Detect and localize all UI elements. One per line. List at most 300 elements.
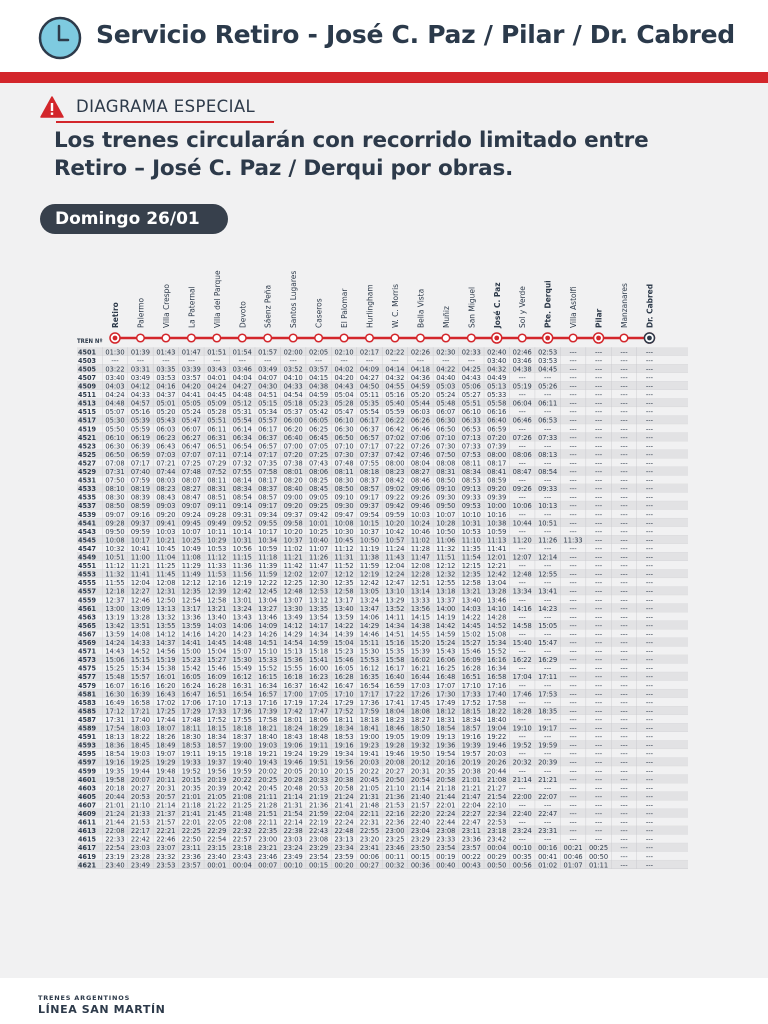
time-cell: 03:35 — [156, 364, 176, 374]
time-cell: 07:21 — [156, 458, 176, 468]
time-cell: 14:22 — [334, 620, 354, 630]
time-cell: 22:32 — [232, 826, 252, 836]
time-cell: --- — [645, 467, 654, 476]
train-number: 4585 — [78, 706, 96, 716]
time-cell: 19:17 — [538, 723, 558, 733]
time-cell: 15:04 — [334, 638, 354, 647]
time-cell: --- — [569, 620, 577, 630]
time-cell: 18:53 — [181, 740, 201, 750]
time-cell: 06:43 — [156, 441, 176, 451]
time-cell: 10:11 — [207, 526, 227, 536]
time-cell: 21:27 — [487, 783, 507, 793]
accent-bar — [0, 72, 768, 83]
time-cell: 23:31 — [538, 826, 558, 836]
time-cell: --- — [645, 595, 654, 605]
time-cell: --- — [594, 834, 603, 844]
footer-line-name: LÍNEA SAN MARTÍN — [38, 1003, 166, 1016]
time-cell: --- — [594, 458, 603, 468]
time-cell: 13:27 — [258, 603, 278, 613]
time-cell: 21:48 — [359, 800, 380, 810]
station-label: Sáenz Peña — [262, 284, 273, 328]
time-cell: 09:28 — [105, 518, 125, 528]
time-cell: --- — [594, 809, 603, 818]
time-cell: 00:25 — [588, 843, 609, 853]
time-cell: 05:19 — [512, 381, 532, 391]
time-cell: 22:01 — [181, 817, 201, 827]
time-cell: 08:11 — [334, 467, 354, 476]
time-cell: --- — [518, 749, 526, 759]
time-cell: 10:15 — [359, 518, 380, 528]
station-marker — [289, 334, 297, 342]
time-cell: 09:20 — [156, 509, 176, 519]
time-cell: --- — [594, 774, 603, 784]
time-cell: 15:52 — [487, 646, 507, 656]
time-cell: --- — [620, 817, 628, 827]
time-cell: 09:25 — [309, 501, 329, 511]
time-cell: --- — [569, 484, 577, 494]
time-cell: 08:06 — [309, 467, 329, 476]
time-cell: 04:18 — [410, 364, 430, 374]
time-cell: 13:18 — [436, 586, 456, 596]
time-cell: 11:59 — [359, 561, 380, 571]
time-cell: --- — [645, 424, 654, 434]
time-cell: 23:08 — [436, 826, 456, 836]
time-cell: --- — [594, 561, 603, 571]
time-cell: --- — [594, 381, 603, 391]
time-cell: 22:36 — [385, 817, 405, 827]
time-cell: --- — [594, 791, 603, 801]
time-cell: 04:43 — [334, 381, 354, 391]
time-cell: 05:33 — [487, 390, 507, 400]
time-cell: 06:50 — [334, 432, 354, 442]
time-cell: 20:50 — [385, 774, 405, 784]
station-label: Pte. Derqui — [542, 280, 553, 328]
train-number: 4545 — [78, 535, 96, 545]
time-cell: 21:24 — [105, 809, 125, 818]
time-cell: --- — [518, 783, 526, 793]
time-cell: --- — [594, 646, 603, 656]
notice-message — [54, 127, 754, 183]
time-cell: --- — [544, 509, 552, 519]
time-cell: 08:17 — [487, 458, 507, 468]
time-cell: 13:59 — [105, 629, 125, 639]
time-cell: --- — [544, 441, 552, 451]
time-cell: --- — [544, 766, 552, 776]
time-cell: 23:49 — [130, 860, 151, 870]
train-number: 4559 — [78, 595, 96, 605]
time-cell: --- — [544, 663, 552, 673]
time-cell: --- — [569, 826, 577, 836]
time-cell: 23:00 — [258, 834, 278, 844]
time-cell: 12:55 — [436, 578, 456, 588]
time-cell: 23:46 — [385, 843, 405, 853]
time-cell: --- — [620, 723, 628, 733]
time-cell: --- — [594, 552, 603, 562]
time-cell: 00:15 — [309, 860, 329, 870]
time-cell: 09:20 — [283, 501, 303, 511]
time-cell: 13:42 — [105, 620, 125, 630]
time-cell: 08:25 — [309, 475, 329, 485]
time-cell: 12:48 — [512, 569, 532, 579]
time-cell: --- — [620, 620, 628, 630]
time-cell: 11:56 — [232, 569, 252, 579]
time-cell: 19:23 — [359, 740, 380, 750]
time-cell: --- — [620, 407, 628, 417]
time-cell: 17:55 — [232, 714, 252, 724]
time-cell: 09:59 — [130, 526, 151, 536]
time-cell: --- — [518, 680, 526, 690]
time-cell: 07:29 — [207, 458, 227, 468]
time-cell: 11:39 — [258, 561, 278, 571]
time-cell: 00:19 — [436, 851, 456, 861]
time-cell: --- — [569, 390, 577, 400]
time-cell: --- — [645, 629, 654, 639]
time-cell: 05:26 — [538, 381, 558, 391]
time-cell: 13:07 — [283, 595, 303, 605]
time-cell: --- — [594, 364, 603, 374]
time-cell: 20:15 — [181, 774, 201, 784]
time-cell: 14:24 — [105, 638, 125, 647]
time-cell: 00:32 — [385, 860, 405, 870]
station-marker — [391, 334, 399, 342]
time-cell: 08:54 — [232, 492, 252, 502]
time-cell: 04:48 — [105, 398, 125, 408]
time-cell: 19:11 — [181, 749, 201, 759]
time-cell: 15:46 — [207, 663, 227, 673]
time-cell: --- — [594, 749, 603, 759]
time-cell: 05:54 — [359, 407, 380, 417]
time-cell: 15:30 — [232, 655, 252, 665]
time-cell: 21:08 — [232, 791, 252, 801]
time-cell: 11:53 — [207, 569, 227, 579]
time-cell: --- — [594, 595, 603, 605]
time-cell: 06:42 — [385, 424, 405, 434]
time-cell: 06:53 — [461, 424, 481, 434]
time-cell: 11:59 — [258, 569, 278, 579]
time-cell: 20:08 — [385, 757, 405, 767]
time-cell: 10:24 — [410, 518, 430, 528]
time-cell: 16:05 — [181, 672, 201, 682]
time-cell: 10:30 — [334, 526, 354, 536]
time-cell: --- — [594, 689, 603, 699]
time-cell: 20:45 — [258, 783, 278, 793]
time-cell: --- — [620, 509, 628, 519]
time-cell: 14:17 — [309, 620, 329, 630]
time-cell: 23:40 — [105, 860, 125, 870]
time-cell: 20:02 — [258, 766, 278, 776]
time-cell: 05:58 — [487, 398, 507, 408]
time-cell: 13:47 — [359, 603, 380, 613]
time-cell: 08:43 — [156, 492, 176, 502]
time-cell: 18:18 — [232, 723, 252, 733]
time-cell: 17:33 — [207, 706, 227, 716]
train-number: 4509 — [78, 381, 96, 391]
time-cell: 04:15 — [309, 372, 329, 382]
time-cell: 20:03 — [487, 749, 507, 759]
time-cell: 02:40 — [487, 347, 507, 357]
time-cell: --- — [620, 638, 628, 647]
time-cell: --- — [518, 732, 526, 742]
time-cell: --- — [594, 484, 603, 494]
footer-brand: TRENES ARGENTINOS — [38, 994, 131, 1002]
time-cell: 15:34 — [487, 638, 507, 647]
time-cell: --- — [645, 732, 654, 742]
time-cell: 13:34 — [512, 586, 532, 596]
time-cell: 14:29 — [283, 629, 303, 639]
time-cell: 14:48 — [232, 638, 252, 647]
time-cell: --- — [645, 834, 654, 844]
time-cell: 14:09 — [258, 620, 278, 630]
time-cell: 19:52 — [181, 766, 201, 776]
time-cell: 14:28 — [487, 612, 507, 622]
time-cell: --- — [518, 561, 526, 571]
time-cell: --- — [645, 603, 654, 613]
time-cell: 08:47 — [181, 492, 201, 502]
time-cell: 16:18 — [283, 672, 303, 682]
time-cell: --- — [645, 364, 654, 374]
time-cell: 09:20 — [487, 484, 507, 494]
time-cell: 09:37 — [130, 518, 151, 528]
time-cell: 07:50 — [436, 449, 456, 459]
time-cell: --- — [620, 791, 628, 801]
time-cell: 10:50 — [436, 526, 456, 536]
time-cell: 18:08 — [410, 706, 430, 716]
time-cell: 14:03 — [461, 603, 481, 613]
time-cell: 12:35 — [181, 586, 201, 596]
train-number: 4555 — [78, 578, 96, 588]
time-cell: 04:04 — [232, 372, 252, 382]
time-cell: 10:53 — [207, 543, 227, 553]
time-cell: --- — [518, 475, 526, 485]
time-cell: 09:17 — [359, 492, 380, 502]
time-cell: 13:30 — [283, 603, 303, 613]
time-cell: 23:28 — [130, 851, 151, 861]
time-cell: 08:45 — [309, 484, 329, 494]
station-label: La Paternal — [186, 286, 197, 328]
time-cell: 14:46 — [359, 629, 380, 639]
time-cell: 19:00 — [359, 732, 380, 742]
time-cell: 19:59 — [232, 766, 252, 776]
time-cell: 19:03 — [130, 749, 151, 759]
time-cell: --- — [620, 492, 628, 502]
time-cell: 00:06 — [359, 851, 380, 861]
time-cell: 17:22 — [385, 689, 405, 699]
time-cell: 19:50 — [410, 749, 430, 759]
time-cell: 15:42 — [181, 663, 201, 673]
time-cell: 08:34 — [232, 484, 252, 494]
time-cell: 16:24 — [181, 680, 201, 690]
time-cell: --- — [620, 860, 628, 870]
time-cell: 07:08 — [105, 458, 125, 468]
time-cell: 05:51 — [461, 398, 481, 408]
time-cell: --- — [569, 706, 577, 716]
time-cell: 12:21 — [487, 561, 507, 571]
time-cell: 08:14 — [232, 475, 252, 485]
time-cell: --- — [620, 441, 628, 451]
time-cell: 18:28 — [512, 706, 532, 716]
time-cell: --- — [645, 518, 654, 528]
time-cell: 05:47 — [181, 415, 201, 425]
time-cell: 05:59 — [130, 424, 151, 434]
time-cell: 17:13 — [232, 697, 252, 707]
time-cell: 20:11 — [156, 774, 176, 784]
time-cell: 22:20 — [410, 809, 430, 818]
time-cell: 07:55 — [232, 467, 252, 476]
time-cell: 11:42 — [283, 561, 303, 571]
time-cell: --- — [569, 501, 577, 511]
time-cell: 04:25 — [461, 364, 481, 374]
time-cell: 06:10 — [105, 432, 125, 442]
time-cell: 02:17 — [359, 347, 380, 357]
time-cell: 05:48 — [436, 398, 456, 408]
time-cell: 15:40 — [512, 638, 532, 647]
time-cell: --- — [645, 817, 654, 827]
time-cell: 17:46 — [512, 689, 532, 699]
time-cell: 12:07 — [512, 552, 532, 562]
time-cell: 07:17 — [130, 458, 151, 468]
train-number: 4513 — [78, 398, 96, 408]
time-cell: 02:53 — [538, 347, 558, 357]
time-cell: 20:45 — [359, 774, 380, 784]
time-cell: --- — [569, 783, 577, 793]
time-cell: 04:50 — [359, 381, 380, 391]
time-cell: 15:25 — [105, 663, 125, 673]
time-cell: 06:54 — [232, 441, 252, 451]
time-cell: --- — [544, 561, 552, 571]
time-cell: 11:55 — [105, 578, 125, 588]
time-cell: 11:33 — [563, 535, 583, 545]
time-cell: 21:21 — [538, 774, 558, 784]
time-cell: 17:25 — [156, 706, 176, 716]
time-cell: 21:05 — [207, 791, 227, 801]
time-cell: --- — [594, 424, 603, 434]
station-label: Manzanares — [619, 283, 629, 328]
time-cell: 23:42 — [487, 834, 507, 844]
time-cell: --- — [569, 595, 577, 605]
time-cell: 10:37 — [359, 526, 380, 536]
time-cell: --- — [569, 638, 577, 647]
time-cell: 14:43 — [105, 646, 125, 656]
train-number: 4607 — [78, 800, 96, 810]
notice-line-1: Los trenes circularán con recorrido limitado entre — [54, 128, 649, 153]
station-label: Hurlingham — [364, 284, 375, 328]
time-cell: --- — [645, 458, 654, 468]
time-cell: 04:57 — [130, 398, 151, 408]
time-cell: 18:57 — [461, 723, 481, 733]
time-cell: 21:21 — [461, 783, 481, 793]
time-cell: 23:29 — [410, 834, 430, 844]
time-cell: --- — [645, 561, 654, 571]
time-cell: 17:21 — [130, 706, 151, 716]
time-cell: 01:54 — [232, 347, 252, 357]
time-cell: 01:47 — [181, 347, 201, 357]
time-cell: 07:48 — [181, 467, 201, 476]
time-cell: 15:18 — [309, 646, 329, 656]
time-cell: 22:14 — [283, 817, 303, 827]
time-cell: 00:43 — [461, 860, 481, 870]
time-cell: 05:05 — [181, 398, 201, 408]
time-cell: 13:04 — [487, 578, 507, 588]
time-cell: 03:40 — [105, 372, 125, 382]
time-cell: 08:50 — [334, 484, 354, 494]
time-cell: 04:59 — [309, 390, 329, 400]
time-cell: --- — [594, 629, 603, 639]
time-cell: 11:20 — [512, 535, 532, 545]
time-cell: --- — [544, 543, 552, 553]
station-label: José C. Paz — [491, 282, 502, 328]
time-cell: 00:10 — [283, 860, 303, 870]
time-cell: 15:39 — [410, 646, 430, 656]
time-cell: 23:15 — [207, 843, 227, 853]
time-cell: 10:14 — [232, 526, 252, 536]
time-cell: 12:51 — [410, 578, 430, 588]
time-cell: 13:21 — [207, 603, 227, 613]
time-cell: --- — [544, 372, 552, 382]
time-cell: 16:47 — [334, 680, 354, 690]
time-cell: --- — [594, 603, 603, 613]
station-label: Villa del Parque — [211, 270, 222, 328]
time-cell: 21:44 — [105, 817, 125, 827]
time-cell: 08:37 — [258, 484, 278, 494]
time-cell: 17:58 — [487, 697, 507, 707]
time-cell: 21:14 — [283, 791, 303, 801]
time-cell: 15:52 — [258, 663, 278, 673]
time-cell: --- — [544, 612, 552, 622]
tren-header: TREN Nº — [77, 338, 103, 345]
time-cell: --- — [594, 766, 603, 776]
time-cell: 17:52 — [207, 714, 227, 724]
train-number: 4547 — [78, 543, 96, 553]
time-cell: 15:19 — [156, 655, 176, 665]
time-cell: --- — [645, 509, 654, 519]
time-cell: 10:00 — [487, 501, 507, 511]
train-number: 4507 — [78, 372, 96, 382]
station-marker — [340, 334, 348, 342]
train-number: 4557 — [78, 586, 96, 596]
time-cell: 19:06 — [283, 740, 303, 750]
time-cell: 14:52 — [130, 646, 151, 656]
time-cell: 17:12 — [105, 706, 125, 716]
time-cell: 16:12 — [359, 663, 380, 673]
time-cell: 08:17 — [258, 475, 278, 485]
time-cell: 17:03 — [410, 680, 430, 690]
time-cell: 21:22 — [207, 800, 227, 810]
time-cell: 20:12 — [410, 757, 430, 767]
time-cell: 10:38 — [487, 518, 507, 528]
time-cell: 09:07 — [105, 509, 125, 519]
time-cell: --- — [620, 535, 628, 545]
time-cell: 20:58 — [436, 774, 456, 784]
time-cell: 18:57 — [207, 740, 227, 750]
time-cell: 18:31 — [436, 714, 456, 724]
time-cell: 04:32 — [487, 364, 507, 374]
time-cell: 17:49 — [436, 697, 456, 707]
time-cell: 09:14 — [232, 501, 252, 511]
time-cell: 22:31 — [359, 817, 380, 827]
time-cell: --- — [518, 834, 526, 844]
time-cell: 20:26 — [487, 757, 507, 767]
time-cell: --- — [620, 663, 628, 673]
time-cell: 17:10 — [207, 697, 227, 707]
time-cell: 08:51 — [207, 492, 227, 502]
time-cell: 11:54 — [461, 552, 481, 562]
time-cell: 14:37 — [156, 638, 176, 647]
time-cell: --- — [645, 535, 654, 545]
time-cell: 23:08 — [309, 834, 329, 844]
time-cell: 14:41 — [181, 638, 201, 647]
time-cell: --- — [467, 355, 475, 365]
time-cell: --- — [544, 697, 552, 707]
